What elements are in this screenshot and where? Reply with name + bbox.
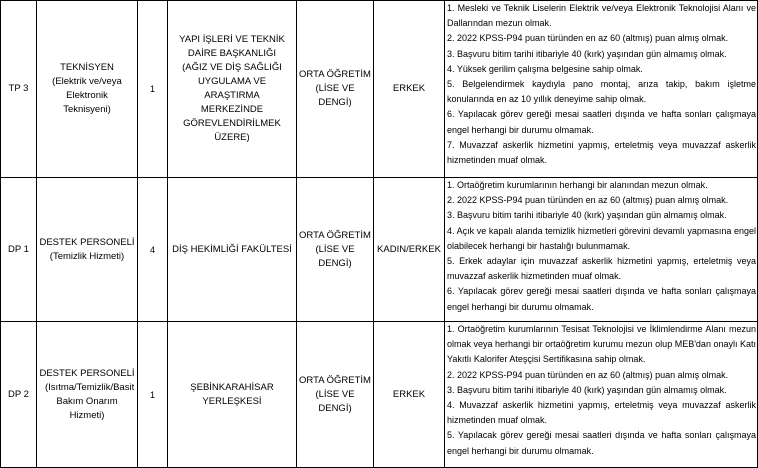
- education-cell: [297, 178, 374, 322]
- position-title: TEKNİSYEN: [60, 62, 114, 73]
- condition-item: 3. Başvuru bitim tarihi itibariyle 40 (kırk) yaşından gün almamış olmak.: [447, 48, 727, 59]
- condition-item: 1. Mesleki ve Teknik Liselerin Elektrik ve/veya Elektronik Teknolojisi Alanı ve Dallarından mezun olmak.: [447, 3, 756, 29]
- position-subtitle: (Isıtma/Temizlik/Basit Bakım Onarım Hizmeti): [45, 381, 135, 421]
- position-count: 1: [138, 1, 168, 178]
- position-title-cell: [37, 178, 138, 322]
- table-row: [1, 1, 758, 178]
- condition-item: 2. 2022 KPSS-P94 puan türünden en az 60 (altmış) puan almış olmak.: [447, 195, 729, 206]
- unit-name: ŞEBİNKARAHİSAR YERLEŞKESİ: [190, 381, 274, 407]
- condition-item: 5. Belgelendirmek kaydıyla pano montaj, arıza takip, bakım işletme konularında en az 10 yıllık deneyime sahip olmak.: [447, 79, 756, 105]
- condition-item: 5. Erkek adaylar için muvazzaf askerlik hizmetini yapmış, erteletmiş veya muvazzaf askerlik hizmetinden muaf olmak.: [447, 256, 756, 282]
- education-cell: [297, 1, 374, 178]
- unit-name: DİŞ HEKİMLİĞİ FAKÜLTESİ: [172, 243, 292, 255]
- table-row: [1, 322, 758, 468]
- condition-item: 2. 2022 KPSS-P94 puan türünden en az 60 (altmış) puan almış olmak.: [447, 369, 729, 380]
- gender: KADIN/ERKEK: [374, 178, 445, 322]
- conditions-cell: [445, 322, 758, 468]
- conditions-cell: [445, 178, 758, 322]
- unit-cell: [168, 322, 297, 468]
- condition-item: 6. Yapılacak görev gereği mesai saatleri dışında ve hafta sonları çalışmaya engel herhangi bir durumu olmamak.: [447, 109, 756, 135]
- condition-item: 7. Muvazzaf askerlik hizmetini yapmış, erteletmiş veya muvazzaf askerlik hizmetinden muaf olmak.: [447, 139, 756, 166]
- condition-item: 1. Ortaöğretim kurumlarının Tesisat Teknolojisi ve İklimlendirme Alanı mezun olmak veya herhangi bir ortaöğretim kurumu mezun olup MEB'dan onaylı Katı Yakıtlı Kalorifer Ateşçisi Sertifikasına sahip olmak.: [447, 324, 756, 365]
- condition-item: 4. Muvazzaf askerlik hizmetini yapmış, erteletmiş veya muvazzaf askerlik hizmetinden muaf olmak.: [447, 400, 756, 426]
- table-row: [1, 178, 758, 322]
- condition-item: 3. Başvuru bitim tarihi itibariyle 40 (kırk) yaşından gün almamış olmak.: [447, 384, 727, 395]
- condition-item: 2. 2022 KPSS-P94 puan türünden en az 60 (altmış) puan almış olmak.: [447, 33, 729, 44]
- condition-item: 5. Yapılacak görev gereği mesai saatleri dışında ve hafta sonları çalışmaya engel herhangi bir durumu olmamak.: [447, 430, 756, 456]
- position-code: DP 1: [1, 178, 37, 322]
- unit-name: YAPI İŞLERİ VE TEKNİK DAİRE BAŞKANLIĞI (AĞIZ VE DİŞ SAĞLIĞI UYGULAMA VE ARAŞTIRMA MERKEZİNDE GÖREVLENDİRİLMEK ÜZERE): [179, 34, 285, 143]
- position-code: TP 3: [1, 1, 37, 178]
- condition-item: 4. Açık ve kapalı alanda temizlik hizmetleri görevini devamlı yapmasına engel olabilecek herhangi bir hastalığı bulunmamak.: [447, 225, 756, 251]
- condition-item: 6. Yapılacak görev gereği mesai saatleri dışında ve hafta sonları çalışmaya engel herhangi bir durumu olmamak.: [447, 286, 756, 312]
- condition-item: 1. Ortaöğretim kurumlarının herhangi bir alanından mezun olmak.: [447, 180, 708, 190]
- gender: ERKEK: [374, 322, 445, 468]
- condition-item: 3. Başvuru bitim tarihi itibariyle 40 (kırk) yaşından gün almamış olmak.: [447, 210, 727, 221]
- position-title-cell: [37, 1, 138, 178]
- education-level: ORTA ÖĞRETİM (LİSE VE DENGİ): [299, 69, 371, 108]
- condition-item: 4. Yüksek gerilim çalışma belgesine sahip olmak.: [447, 63, 643, 74]
- education-cell: [297, 322, 374, 468]
- position-subtitle: (Temizlik Hizmeti): [49, 250, 125, 262]
- unit-cell: [168, 1, 297, 178]
- education-level: ORTA ÖĞRETİM (LİSE VE DENGİ): [299, 374, 371, 414]
- unit-cell: [168, 178, 297, 322]
- position-count: 1: [138, 322, 168, 468]
- position-subtitle: (Elektrik ve/veya Elektronik Teknisyeni): [52, 76, 122, 115]
- position-title: DESTEK PERSONELİ: [39, 367, 135, 379]
- conditions-cell: [445, 1, 758, 178]
- position-title: DESTEK PERSONELİ: [39, 236, 135, 248]
- position-count: 4: [138, 178, 168, 322]
- gender: ERKEK: [374, 1, 445, 178]
- education-level: ORTA ÖĞRETİM (LİSE VE DENGİ): [299, 229, 371, 269]
- position-title-cell: [37, 322, 138, 468]
- position-code: DP 2: [1, 322, 37, 468]
